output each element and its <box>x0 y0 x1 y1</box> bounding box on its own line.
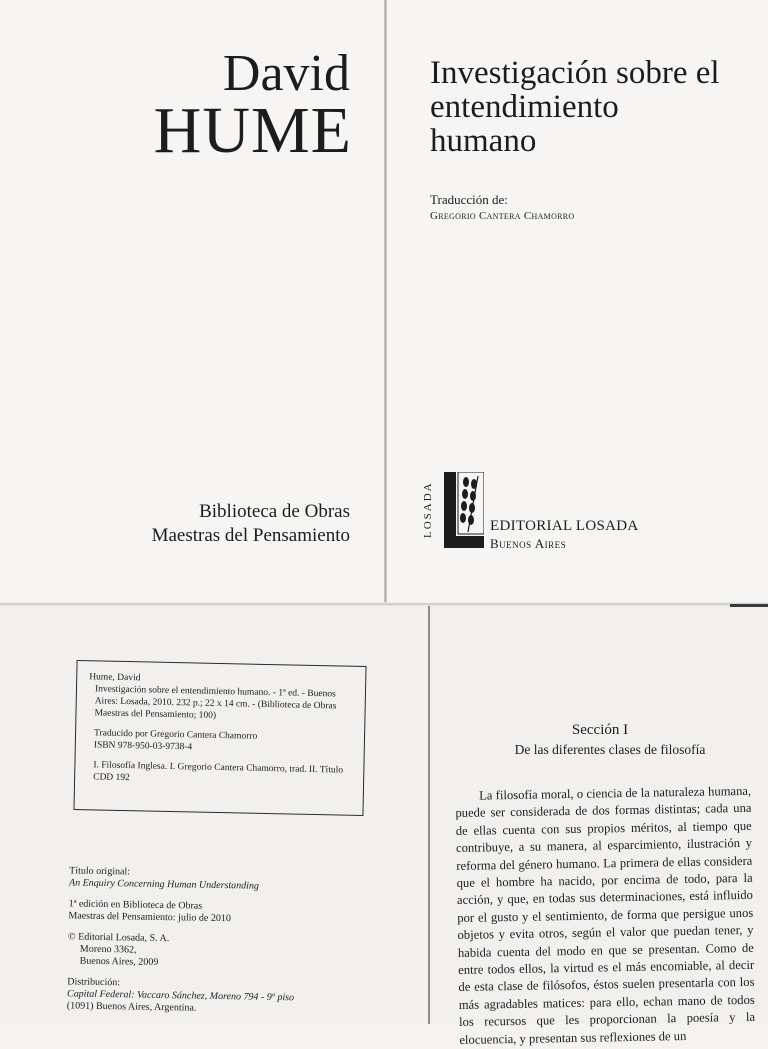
catalog-line: Hume, David <box>89 672 141 684</box>
original-title-label: Título original: <box>69 865 131 878</box>
translator-name: Gregorio Cantera Chamorro <box>430 210 575 222</box>
copyright-line: Buenos Aires, 2009 <box>79 955 159 968</box>
author-first-name: David <box>222 45 350 102</box>
publisher-city: Buenos Aires <box>490 536 567 551</box>
author-last-name: HUME <box>153 94 352 167</box>
catalog-line: Traducido por Gregorio Cantera Chamorro <box>93 728 258 742</box>
catalog-line: Maestras del Pensamiento; 100) <box>94 708 217 721</box>
spread-divider <box>0 602 768 606</box>
series-line-1: Biblioteca de Obras <box>199 501 350 522</box>
catalog-line: ISBN 978-950-03-9738-4 <box>93 740 193 753</box>
body-paragraph: La filosofía moral, o ciencia de la naturaleza humana, puede ser considerada de dos formas distintas; cada una de ellas cuenta con sus propios méritos, al tiempo que contribuye, a su manera, al esparcimiento, ilustración y reforma del género humano. La primera de ellas considera que el hombre ha nacido, por encima de todo, para la acción, y que, en todas sus determinaciones, está influido por el gusto y el sentimiento, de forma que persigue unos objetos y evita otros, según el valor que puedan tener, y habida cuenta del modo en que se presentan. Como de entre todos ellos, la virtud es el más encomiable, al decir de esta clase de filósofos, éstos suelen presentarla con los más agradables matices: para ello, echan mano de todos los recursos que les proporcionan la poesía y la elocuencia, y presentan sus reflexiones de un <box>455 783 756 1047</box>
edition-line: 1ª edición en Biblioteca de Obras <box>68 898 203 912</box>
series-name <box>152 500 350 548</box>
catalog-line: Aires: Losada, 2010. 232 p.; 22 x 14 cm. - (Biblioteca de Obras <box>94 696 337 712</box>
publisher-logo-text: LOSADA <box>422 481 434 539</box>
distribution-line: Capital Federal: Vaccaro Sánchez, Moreno 794 - 9º piso <box>66 988 295 1004</box>
publisher-name: EDITORIAL LOSADA <box>490 518 639 534</box>
section-subtitle: De las diferentes clases de filosofía <box>514 742 706 757</box>
copyright-line: Moreno 3362, <box>79 943 137 956</box>
lower-gutter <box>428 604 430 1024</box>
edition-line: Maestras del Pensamiento: julio de 2010 <box>68 910 231 925</box>
translation-label: Traducción de: <box>430 192 508 207</box>
series-line-2: Maestras del Pensamiento <box>151 525 350 546</box>
catalog-line: CDD 192 <box>93 772 130 784</box>
catalog-line: Investigación sobre el entendimiento humano. - 1ª ed. - Buenos <box>94 684 336 700</box>
distribution-label: Distribución: <box>67 976 121 989</box>
section-body <box>455 783 756 1049</box>
publisher-logo-icon <box>444 472 484 548</box>
catalog-line: I. Filosofía Inglesa. I. Gregorio Cantera Chamorro, trad. II. Título <box>93 760 344 776</box>
copyright-line: © Editorial Losada, S. A. <box>67 931 170 945</box>
distribution-line: (1091) Buenos Aires, Argentina. <box>66 1000 197 1014</box>
colophon <box>67 865 370 1017</box>
upper-gutter <box>384 0 387 604</box>
section-title: Sección I <box>571 722 629 738</box>
catalog-record <box>73 660 366 816</box>
original-title: An Enquiry Concerning Human Understanding <box>68 877 260 892</box>
book-title: Investigación sobre el entendimiento humano <box>430 55 720 159</box>
page-edge-shadow <box>730 604 768 607</box>
